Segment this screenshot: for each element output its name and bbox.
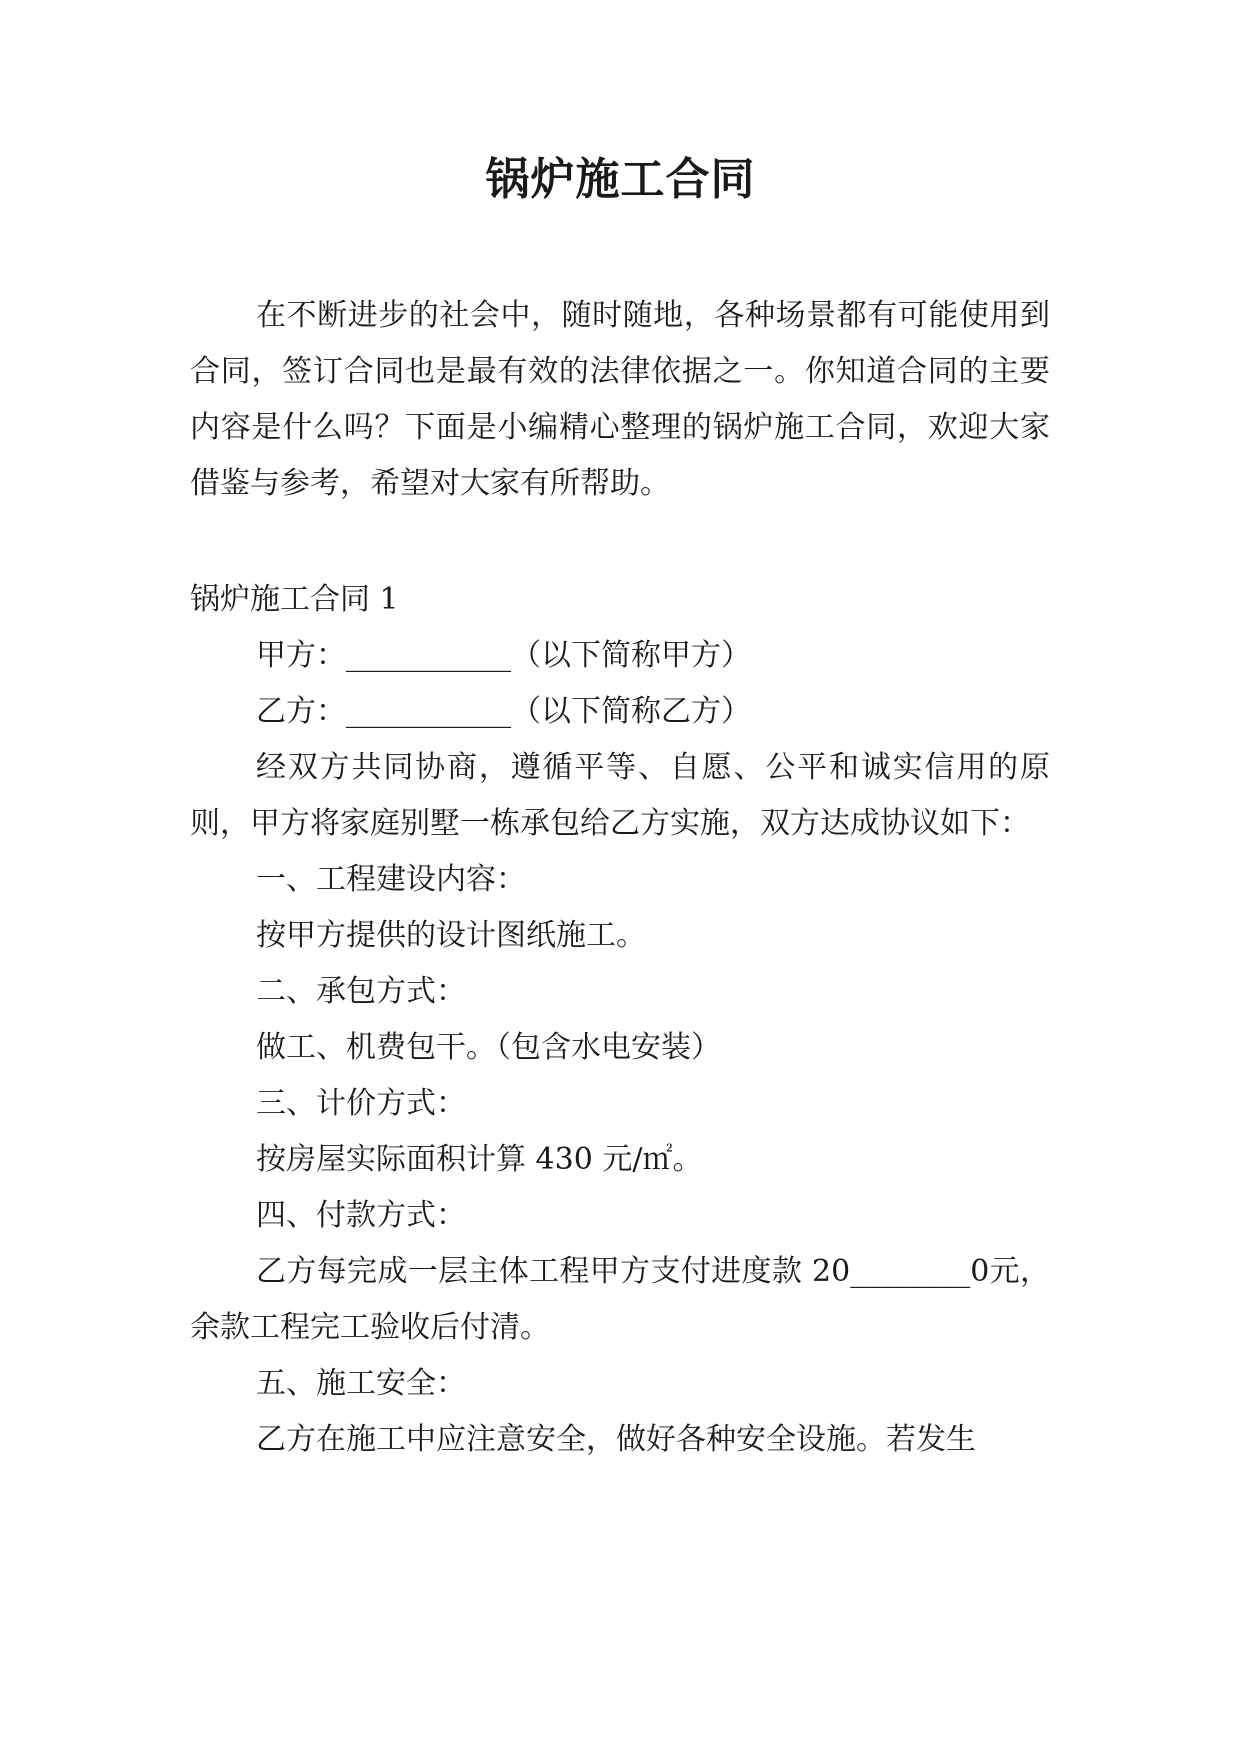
clause-4-text: 乙方每完成一层主体工程甲方支付进度款 20________0元，余款工程完工验收后付清。 xyxy=(190,1254,1050,1345)
clause-4-title: 四、付款方式： xyxy=(256,1198,466,1233)
clause-2-title: 二、承包方式： xyxy=(256,974,466,1009)
intro-paragraph: 在不断进步的社会中，随时随地，各种场景都有可能使用到合同，签订合同也是最有效的法律依据之一。你知道合同的主要内容是什么吗？下面是小编精心整理的锅炉施工合同，欢迎大家借鉴与参考，希望对大家有所帮助。 xyxy=(190,298,1050,501)
clause-2-text: 做工、机费包干。（包含水电安装） xyxy=(256,1030,721,1065)
clause-5-text: 乙方在施工中应注意安全，做好各种安全设施。若发生 xyxy=(256,1422,976,1457)
party-a-line: 甲方：___________（以下简称甲方） xyxy=(256,638,751,673)
party-b-line: 乙方：___________（以下简称乙方） xyxy=(256,694,751,729)
paragraph-gap xyxy=(190,512,1050,572)
section-heading: 锅炉施工合同 1 xyxy=(190,582,399,617)
clause-1-title: 一、工程建设内容： xyxy=(256,862,526,897)
document-body xyxy=(190,288,1050,1468)
clause-5-title: 五、施工安全： xyxy=(256,1366,466,1401)
clause-3-text: 按房屋实际面积计算 430 元/㎡。 xyxy=(256,1142,703,1177)
clause-1-text: 按甲方提供的设计图纸施工。 xyxy=(256,918,646,953)
document-title: 锅炉施工合同 xyxy=(485,154,756,205)
clause-3-title: 三、计价方式： xyxy=(256,1086,466,1121)
preamble-paragraph: 经双方共同协商，遵循平等、自愿、公平和诚实信用的原则，甲方将家庭别墅一栋承包给乙方实施，双方达成协议如下： xyxy=(190,750,1050,841)
